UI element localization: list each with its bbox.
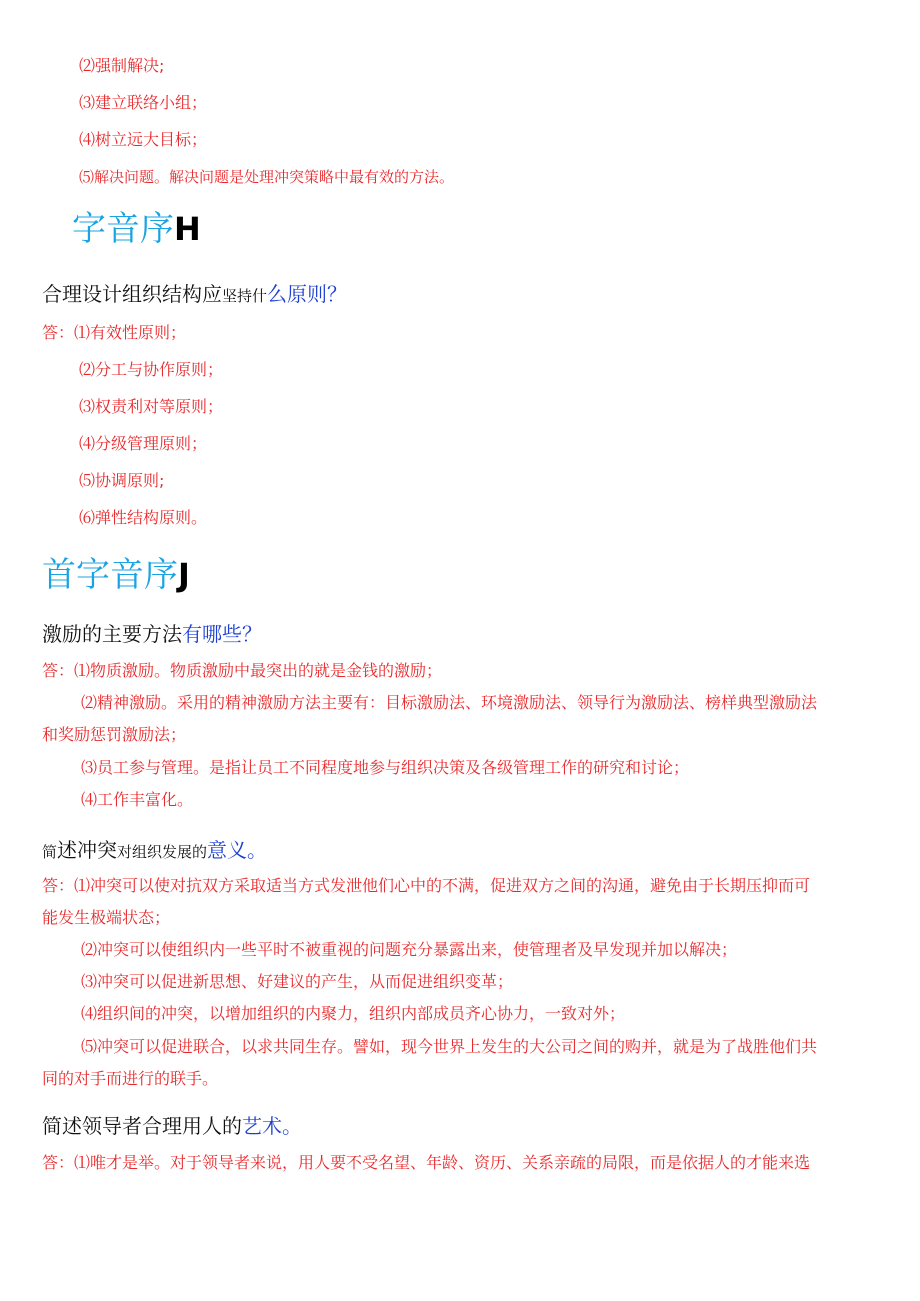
list-item-continuation: 同的对手而进行的联手。 (42, 1069, 219, 1088)
list-item: ⑹弹性结构原则。 (79, 508, 208, 527)
list-item-continuation: 和奖励惩罚激励法； (42, 725, 187, 744)
question-text-highlight: 有哪些？ (182, 622, 262, 646)
heading-text: 首字音序 (42, 555, 178, 595)
section-heading-j (42, 555, 190, 595)
question-text: 激励的主要方法 (42, 622, 182, 646)
question-title (42, 837, 267, 865)
question-text-small: 简 (42, 843, 58, 861)
list-item: ⑷工作丰富化。 (81, 790, 194, 809)
list-item: ⑸协调原则; (79, 471, 165, 490)
list-item: ⑶建立联络小组； (79, 93, 208, 112)
question-text-highlight: 艺术。 (242, 1114, 302, 1138)
answer-lead: 答：⑴物质激励。物质激励中最突出的就是金钱的激励； (42, 661, 443, 680)
question-title (42, 281, 347, 309)
question-text: 合理设计组织结构应 (42, 282, 222, 306)
heading-letter: J (178, 556, 190, 594)
question-text-highlight: 意义。 (207, 838, 268, 862)
list-item: ⑸解决问题。解决问题是处理冲突策略中最有效的方法。 (79, 168, 455, 186)
list-item: ⑵冲突可以使组织内一些平时不被重视的问题充分暴露出来，使管理者及早发现并加以解决； (81, 940, 738, 959)
heading-letter: H (174, 210, 201, 248)
question-text-small: 对组织发展的 (117, 843, 208, 861)
answer-lead: 答：⑴有效性原则； (42, 323, 187, 342)
list-item: ⑸冲突可以促进联合，以求共同生存。譬如，现今世界上发生的大公司之间的购并，就是为了战胜他们共 (81, 1037, 818, 1056)
list-item: ⑷组织间的冲突，以增加组织的内聚力，组织内部成员齐心协力，一致对外； (81, 1004, 626, 1023)
question-text: 述冲突 (57, 838, 118, 862)
list-item: ⑶员工参与管理。是指让员工不同程度地参与组织决策及各级管理工作的研究和讨论； (81, 758, 690, 777)
question-title (42, 1113, 302, 1139)
question-text-small: 坚持什 (222, 287, 268, 305)
answer-lead: 答：⑴唯才是举。对于领导者来说，用人要不受名望、年龄、资历、关系亲疏的局限，而是依据人的才能来选 (42, 1153, 811, 1172)
list-item: ⑷树立远大目标； (79, 130, 208, 149)
list-item: ⑶冲突可以促进新思想、好建议的产生，从而促进组织变革； (81, 972, 514, 991)
list-item: ⑵分工与协作原则； (79, 360, 224, 379)
question-text-highlight: 么原则？ (267, 282, 348, 306)
list-item-continuation: 能发生极端状态； (42, 908, 171, 927)
list-item: ⑷分级管理原则； (79, 434, 208, 453)
list-item: ⑵强制解决; (79, 56, 165, 75)
heading-text: 字音序 (72, 209, 174, 249)
answer-lead: 答：⑴冲突可以使对抗双方采取适当方式发泄他们心中的不满，促进双方之间的沟通，避免由于长期压抑而可 (42, 876, 811, 895)
list-item: ⑵精神激励。采用的精神激励方法主要有：目标激励法、环境激励法、领导行为激励法、榜样典型激励法 (81, 693, 818, 712)
section-heading-h (72, 209, 201, 249)
list-item: ⑶权责利对等原则； (79, 397, 224, 416)
question-title (42, 621, 262, 647)
question-text: 简述领导者合理用人的 (42, 1114, 242, 1138)
